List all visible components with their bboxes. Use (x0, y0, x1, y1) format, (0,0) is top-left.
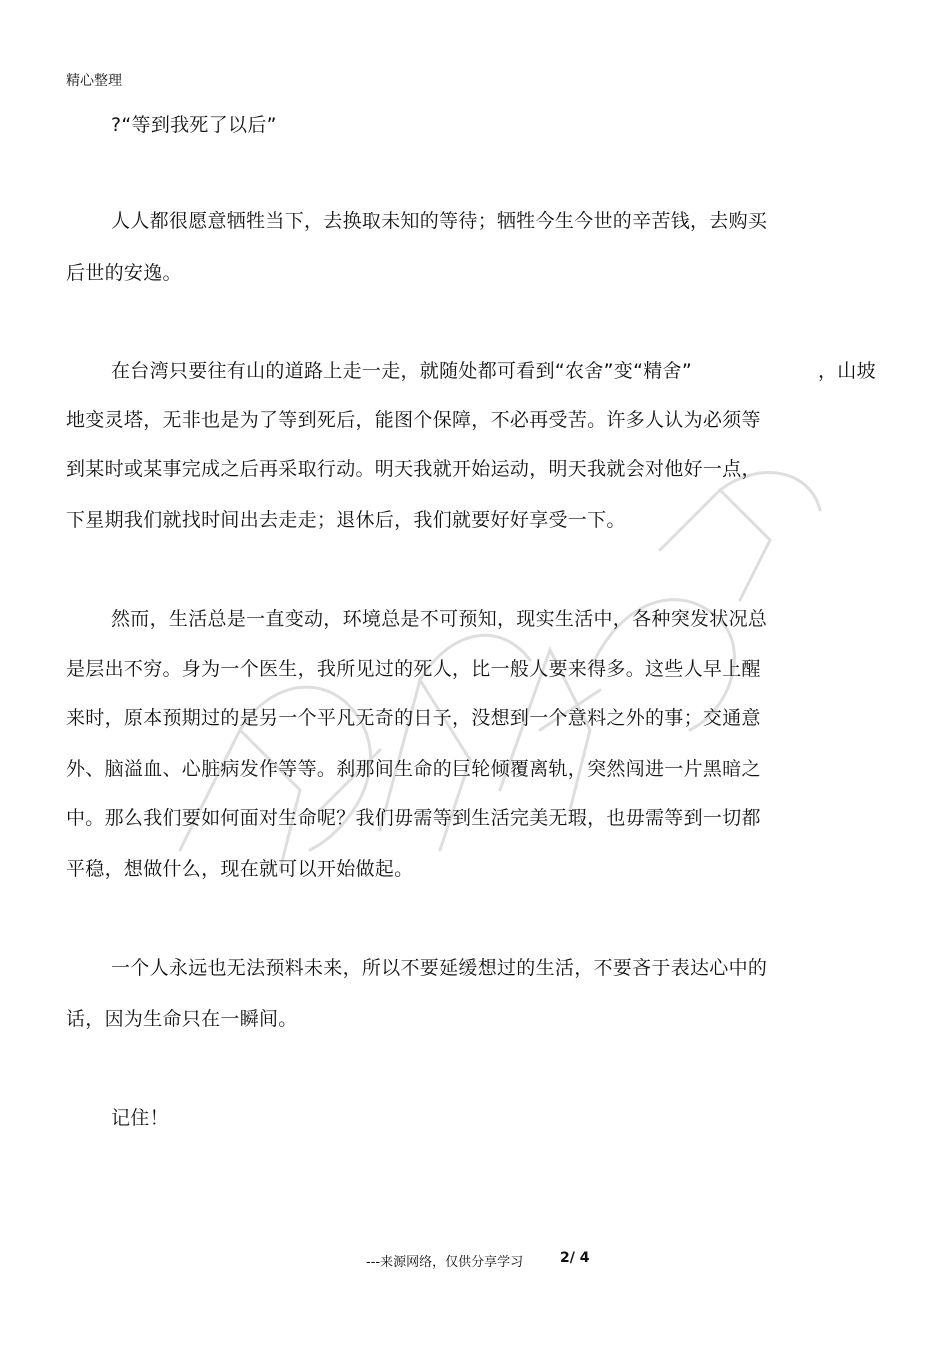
paragraph-line: 到某时或某事完成之后再采取行动。明天我就开始运动，明天我就会对他好一点， (66, 458, 761, 480)
paragraph-line: 来时，原本预期过的是另一个平凡无奇的日子，没想到一个意料之外的事；交通意 (66, 707, 761, 729)
paragraph-line: 话，因为生命只在一瞬间。 (66, 1008, 298, 1030)
paragraph-line: 地变灵塔，无非也是为了等到死后，能图个保障，不必再受苦。许多人认为必须等 (66, 409, 761, 431)
paragraph-line: 然而，生活总是一直变动，环境总是不可预知，现实生活中，各种突发状况总 (111, 608, 768, 630)
paragraph-line: 人人都很愿意牺牲当下，去换取未知的等待；牺牲今生今世的辛苦钱，去购买 (111, 210, 768, 232)
paragraph-line: 中。那么我们要如何面对生命呢？我们毋需等到生活完美无瑕，也毋需等到一切都 (66, 807, 761, 829)
paragraph-line: 外、脑溢血、心脏病发作等等。刹那间生命的巨轮倾覆离轨，突然闯进一片黑暗之 (66, 758, 761, 780)
page-header-label: 精心整理 (66, 73, 122, 89)
paragraph-line: 在台湾只要往有山的道路上走一走，就随处都可看到“农舍”变“精舍” (111, 360, 692, 382)
footer-source-note: ---来源网络，仅供分享学习 (366, 1255, 524, 1270)
paragraph-line: 一个人永远也无法预料未来，所以不要延缓想过的生活，不要吝于表达心中的 (111, 957, 768, 979)
paragraph-line: 平稳，想做什么，现在就可以开始做起。 (66, 858, 414, 880)
paragraph-line: ，山坡 (818, 360, 876, 382)
paragraph-line: 下星期我们就找时间出去走走；退休后，我们就要好好享受一下。 (66, 509, 626, 531)
document-title: ?“等到我死了以后” (111, 114, 277, 136)
paragraph-line: 是层出不穷。身为一个医生，我所见过的死人，比一般人要来得多。这些人早上醒 (66, 658, 761, 680)
paragraph-line: 后世的安逸。 (66, 262, 182, 284)
paragraph-line: 记住！ (111, 1107, 169, 1129)
page-number: 2/ 4 (560, 1250, 590, 1266)
